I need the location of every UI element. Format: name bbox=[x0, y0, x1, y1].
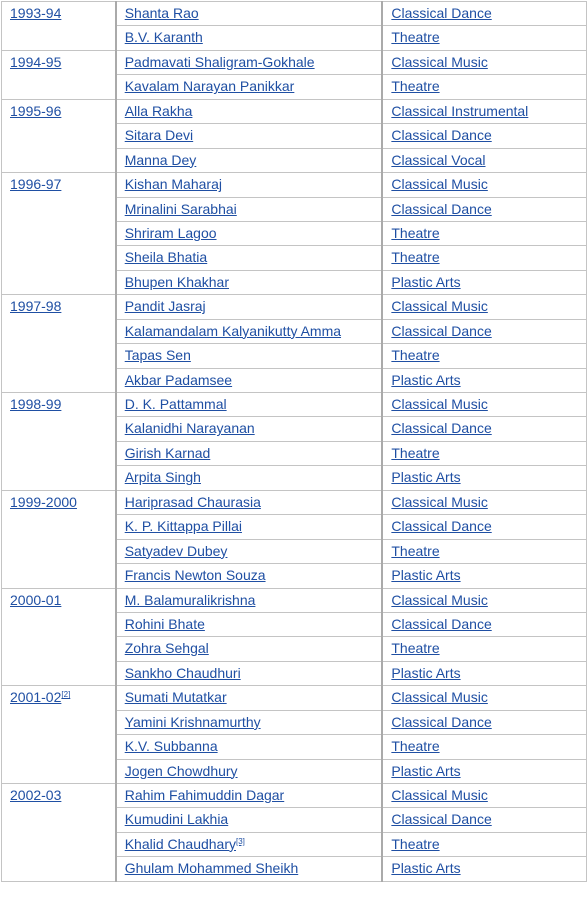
field-link[interactable]: Classical Vocal bbox=[391, 151, 486, 168]
field-link[interactable]: Classical Dance bbox=[391, 518, 492, 535]
recipient-cell bbox=[116, 661, 383, 685]
year-link[interactable]: 1999-2000 bbox=[10, 493, 77, 510]
field-cell bbox=[382, 832, 586, 856]
recipient-link[interactable]: Sitara Devi bbox=[124, 127, 194, 144]
table-row bbox=[2, 686, 587, 710]
recipient-cell bbox=[116, 490, 383, 514]
recipient-cell bbox=[116, 710, 383, 734]
field-link[interactable]: Plastic Arts bbox=[391, 273, 461, 290]
year-link[interactable]: 1993-94 bbox=[10, 5, 62, 21]
recipient-link[interactable]: Akbar Padamsee bbox=[124, 371, 233, 388]
field-link[interactable]: Classical Music bbox=[391, 591, 488, 608]
recipient-link[interactable]: Satyadev Dubey bbox=[124, 542, 228, 559]
table-row bbox=[2, 393, 587, 417]
recipient-cell bbox=[116, 368, 383, 392]
field-cell bbox=[382, 857, 586, 881]
field-cell bbox=[382, 466, 586, 490]
recipient-cell bbox=[116, 441, 383, 465]
recipient-link[interactable]: Rohini Bhate bbox=[124, 615, 205, 632]
recipient-cell bbox=[116, 759, 383, 783]
awards-table bbox=[1, 1, 587, 882]
table-row bbox=[2, 50, 587, 74]
recipient-link[interactable]: Tapas Sen bbox=[124, 347, 191, 364]
field-cell bbox=[382, 2, 586, 26]
year-cell bbox=[2, 784, 116, 882]
field-link[interactable]: Theatre bbox=[391, 640, 440, 657]
year-link[interactable]: 1997-98 bbox=[10, 298, 62, 315]
recipient-link[interactable]: Khalid Chaudhary bbox=[124, 835, 236, 852]
field-link[interactable]: Classical Dance bbox=[391, 200, 492, 217]
recipient-cell bbox=[116, 75, 383, 99]
awards-table-body bbox=[2, 2, 587, 882]
recipient-link[interactable]: Mrinalini Sarabhai bbox=[124, 200, 237, 217]
recipient-cell bbox=[116, 319, 383, 343]
field-cell bbox=[382, 246, 586, 270]
recipient-cell bbox=[116, 564, 383, 588]
field-link[interactable]: Plastic Arts bbox=[391, 567, 461, 584]
recipient-link[interactable]: D. K. Pattammal bbox=[124, 396, 227, 412]
recipient-cell bbox=[116, 2, 383, 26]
recipient-link[interactable]: Pandit Jasraj bbox=[124, 298, 206, 315]
field-link[interactable]: Classical Music bbox=[391, 53, 488, 70]
recipient-cell bbox=[116, 173, 383, 197]
year-cell bbox=[2, 588, 116, 686]
recipient-link[interactable]: Padmavati Shaligram-Gokhale bbox=[124, 53, 315, 70]
field-link[interactable]: Classical Dance bbox=[391, 420, 492, 437]
recipient-cell bbox=[116, 466, 383, 490]
year-cell bbox=[2, 295, 116, 393]
recipient-cell bbox=[116, 857, 383, 881]
recipient-cell bbox=[116, 50, 383, 74]
field-cell bbox=[382, 295, 586, 319]
recipient-link[interactable]: Sankho Chaudhuri bbox=[124, 664, 241, 681]
field-link[interactable]: Classical Dance bbox=[391, 127, 492, 144]
field-cell bbox=[382, 148, 586, 172]
field-link[interactable]: Theatre bbox=[391, 29, 440, 46]
year-link[interactable]: 2000-01 bbox=[10, 591, 62, 608]
table-row bbox=[2, 99, 587, 123]
recipient-cell bbox=[116, 637, 383, 661]
recipient-cell bbox=[116, 515, 383, 539]
recipient-cell bbox=[116, 808, 383, 832]
field-link[interactable]: Classical Dance bbox=[391, 713, 492, 730]
year-cell bbox=[2, 686, 116, 784]
table-row bbox=[2, 588, 587, 612]
field-link[interactable]: Classical Music bbox=[391, 298, 488, 315]
recipient-cell bbox=[116, 393, 383, 417]
field-link[interactable]: Classical Dance bbox=[391, 811, 492, 828]
recipient-cell bbox=[116, 124, 383, 148]
field-link[interactable]: Theatre bbox=[391, 738, 440, 755]
field-link[interactable]: Plastic Arts bbox=[391, 371, 461, 388]
footnote-link[interactable]: [3] bbox=[236, 836, 245, 846]
year-cell bbox=[2, 50, 116, 99]
field-cell bbox=[382, 26, 586, 50]
recipient-link[interactable]: Girish Karnad bbox=[124, 444, 211, 461]
field-cell bbox=[382, 99, 586, 123]
field-cell bbox=[382, 197, 586, 221]
recipient-cell bbox=[116, 295, 383, 319]
table-row bbox=[2, 295, 587, 319]
field-link[interactable]: Plastic Arts bbox=[391, 469, 461, 486]
field-link[interactable]: Plastic Arts bbox=[391, 664, 461, 681]
recipient-cell bbox=[116, 588, 383, 612]
field-link[interactable]: Theatre bbox=[391, 347, 440, 364]
table-row bbox=[2, 490, 587, 514]
field-cell bbox=[382, 539, 586, 563]
field-link[interactable]: Theatre bbox=[391, 542, 440, 559]
recipient-link[interactable]: Ghulam Mohammed Sheikh bbox=[124, 860, 299, 877]
recipient-link[interactable]: Shriram Lagoo bbox=[124, 224, 217, 241]
field-cell bbox=[382, 441, 586, 465]
field-cell bbox=[382, 393, 586, 417]
recipient-cell bbox=[116, 539, 383, 563]
table-row bbox=[2, 784, 587, 808]
year-link[interactable]: 2002-03 bbox=[10, 787, 62, 803]
recipient-link[interactable]: Kalanidhi Narayanan bbox=[124, 420, 255, 437]
recipient-link[interactable]: Arpita Singh bbox=[124, 469, 201, 486]
recipient-cell bbox=[116, 832, 383, 856]
field-cell bbox=[382, 759, 586, 783]
field-cell bbox=[382, 417, 586, 441]
field-link[interactable]: Classical Dance bbox=[391, 615, 492, 632]
field-link[interactable]: Plastic Arts bbox=[391, 860, 461, 877]
recipient-link[interactable]: Shanta Rao bbox=[124, 5, 199, 21]
recipient-link[interactable]: Jogen Chowdhury bbox=[124, 762, 238, 779]
recipient-cell bbox=[116, 686, 383, 710]
recipient-link[interactable]: Rahim Fahimuddin Dagar bbox=[124, 787, 285, 803]
field-cell bbox=[382, 661, 586, 685]
recipient-link[interactable]: Kavalam Narayan Panikkar bbox=[124, 78, 295, 95]
recipient-link[interactable]: B.V. Karanth bbox=[124, 29, 203, 46]
field-cell bbox=[382, 515, 586, 539]
field-cell bbox=[382, 75, 586, 99]
year-link[interactable]: 1994-95 bbox=[10, 53, 62, 70]
recipient-cell bbox=[116, 612, 383, 636]
year-cell bbox=[2, 393, 116, 491]
recipient-cell bbox=[116, 26, 383, 50]
recipient-link[interactable]: Kishan Maharaj bbox=[124, 176, 222, 193]
recipient-link[interactable]: Francis Newton Souza bbox=[124, 567, 266, 584]
year-cell bbox=[2, 2, 116, 51]
recipient-link[interactable]: Hariprasad Chaurasia bbox=[124, 493, 261, 510]
recipient-cell bbox=[116, 148, 383, 172]
recipient-cell bbox=[116, 270, 383, 294]
field-cell bbox=[382, 735, 586, 759]
footnote-link[interactable]: [2] bbox=[61, 690, 71, 700]
recipient-link[interactable]: Sheila Bhatia bbox=[124, 249, 208, 266]
field-cell bbox=[382, 637, 586, 661]
year-link[interactable]: 2001-02 bbox=[10, 689, 62, 706]
recipient-cell bbox=[116, 784, 383, 808]
field-cell bbox=[382, 50, 586, 74]
year-cell bbox=[2, 99, 116, 172]
field-cell bbox=[382, 173, 586, 197]
field-cell bbox=[382, 344, 586, 368]
field-link[interactable]: Classical Music bbox=[391, 176, 488, 193]
field-link[interactable]: Classical Music bbox=[391, 689, 488, 706]
recipient-cell bbox=[116, 417, 383, 441]
field-link[interactable]: Theatre bbox=[391, 224, 440, 241]
field-cell bbox=[382, 612, 586, 636]
recipient-cell bbox=[116, 221, 383, 245]
recipient-link[interactable]: Kumudini Lakhia bbox=[124, 811, 229, 828]
table-row bbox=[2, 173, 587, 197]
field-link[interactable]: Classical Music bbox=[391, 787, 488, 803]
field-cell bbox=[382, 221, 586, 245]
field-cell bbox=[382, 490, 586, 514]
field-cell bbox=[382, 564, 586, 588]
field-cell bbox=[382, 808, 586, 832]
field-cell bbox=[382, 784, 586, 808]
field-cell bbox=[382, 686, 586, 710]
recipient-link[interactable]: M. Balamuralikrishna bbox=[124, 591, 256, 608]
table-row bbox=[2, 2, 587, 26]
field-cell bbox=[382, 710, 586, 734]
year-cell bbox=[2, 490, 116, 588]
field-link[interactable]: Classical Dance bbox=[391, 5, 492, 21]
recipient-link[interactable]: Yamini Krishnamurthy bbox=[124, 713, 261, 730]
recipient-link[interactable]: K. P. Kittappa Pillai bbox=[124, 518, 242, 535]
field-link[interactable]: Classical Instrumental bbox=[391, 102, 529, 119]
field-link[interactable]: Classical Music bbox=[391, 493, 488, 510]
recipient-link[interactable]: Manna Dey bbox=[124, 151, 197, 168]
field-link[interactable]: Plastic Arts bbox=[391, 762, 461, 779]
recipient-cell bbox=[116, 735, 383, 759]
recipient-cell bbox=[116, 246, 383, 270]
recipient-link[interactable]: Zohra Sehgal bbox=[124, 640, 209, 657]
field-cell bbox=[382, 124, 586, 148]
year-link[interactable]: 1995-96 bbox=[10, 102, 62, 119]
field-cell bbox=[382, 270, 586, 294]
recipient-cell bbox=[116, 197, 383, 221]
field-link[interactable]: Theatre bbox=[391, 444, 440, 461]
field-link[interactable]: Theatre bbox=[391, 78, 440, 95]
field-link[interactable]: Classical Dance bbox=[391, 322, 492, 339]
year-link[interactable]: 1998-99 bbox=[10, 396, 62, 412]
recipient-link[interactable]: Bhupen Khakhar bbox=[124, 273, 230, 290]
recipient-cell bbox=[116, 99, 383, 123]
recipient-link[interactable]: Alla Rakha bbox=[124, 102, 193, 119]
year-cell bbox=[2, 173, 116, 295]
recipient-link[interactable]: K.V. Subbanna bbox=[124, 738, 218, 755]
field-link[interactable]: Theatre bbox=[391, 835, 440, 852]
year-link[interactable]: 1996-97 bbox=[10, 176, 62, 193]
recipient-link[interactable]: Kalamandalam Kalyanikutty Amma bbox=[124, 322, 342, 339]
field-link[interactable]: Classical Music bbox=[391, 396, 488, 412]
recipient-cell bbox=[116, 344, 383, 368]
field-cell bbox=[382, 319, 586, 343]
field-cell bbox=[382, 368, 586, 392]
field-cell bbox=[382, 588, 586, 612]
recipient-link[interactable]: Sumati Mutatkar bbox=[124, 689, 227, 706]
field-link[interactable]: Theatre bbox=[391, 249, 440, 266]
